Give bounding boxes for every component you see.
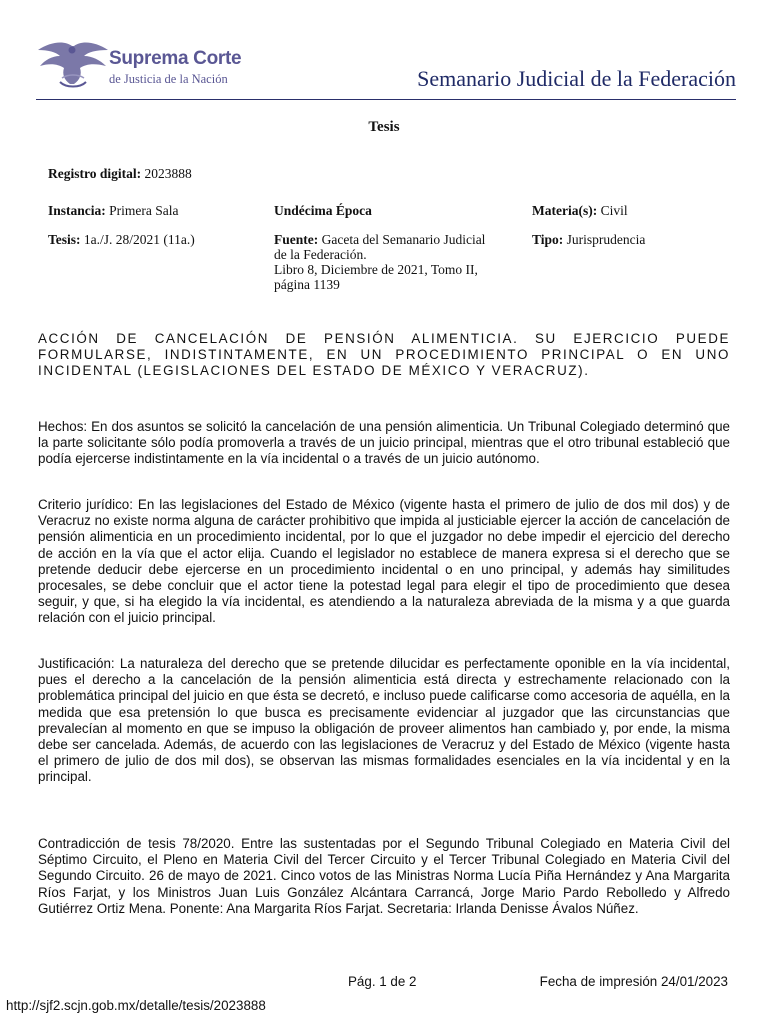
tipo-value: Jurisprudencia bbox=[566, 232, 646, 247]
source-url: http://sjf2.scjn.gob.mx/detalle/tesis/2023888 bbox=[6, 998, 266, 1013]
eagle-seal-icon bbox=[36, 38, 110, 90]
registro-digital bbox=[48, 166, 192, 181]
registro-value: 2023888 bbox=[144, 166, 192, 181]
tipo-label: Tipo: bbox=[532, 232, 564, 247]
brand-subtitle: de Justicia de la Nación bbox=[109, 72, 228, 86]
epoca-value: Undécima Época bbox=[274, 203, 372, 218]
epoca bbox=[274, 203, 372, 218]
fuente-line-3: Libro 8, Diciembre de 2021, Tomo II, bbox=[274, 262, 478, 277]
page-number: Pág. 1 de 2 bbox=[348, 974, 417, 989]
tesis-number bbox=[48, 232, 195, 247]
rubro-heading: ACCIÓN DE CANCELACIÓN DE PENSIÓN ALIMENTICIA. SU EJERCICIO PUEDE FORMULARSE, INDISTINTAMENTE, EN UN PROCEDIMIENTO PRINCIPAL O EN UNO INCIDENTAL (LEGISLACIONES DEL ESTADO DE MÉXICO Y VERACRUZ). bbox=[38, 331, 730, 379]
document-type-title: Tesis bbox=[368, 119, 400, 135]
brand-name: Suprema Corte bbox=[109, 48, 242, 69]
fuente-line-4: página 1139 bbox=[274, 277, 340, 292]
justificacion-paragraph: Justificación: La naturaleza del derecho que se pretende dilucidar es perfectamente oponible en la vía incidental, pues el derecho a la cancelación de la pensión alimenticia está directa y estrechamente relacionado con la problemática principal del juicio en que ésta se decretó, e incluso puede calificarse como accesoria de aquélla, en la medida que esa pretensión lo que busca es precisamente evidenciar al juzgador que las circunstancias que prevalecían al momento en que se impuso la obligación de proveer alimentos han cambiado y, por ende, la misma debe ser cancelada. Además, de acuerdo con las legislaciones de Veracruz y del Estado de México (vigente hasta el primero de julio de dos mil dos), se observan las mismas formalidades esenciales en la vía incidental y en la principal. bbox=[38, 656, 730, 785]
fuente-line-2: de la Federación. bbox=[274, 247, 367, 262]
instancia-label: Instancia: bbox=[48, 203, 106, 218]
header-divider bbox=[36, 99, 736, 100]
instancia-value: Primera Sala bbox=[109, 203, 179, 218]
materia-value: Civil bbox=[600, 203, 628, 218]
tesis-label: Tesis: bbox=[48, 232, 81, 247]
materia-label: Materia(s): bbox=[532, 203, 598, 218]
fuente bbox=[274, 232, 524, 292]
print-date: Fecha de impresión 24/01/2023 bbox=[539, 974, 728, 989]
site-title: Semanario Judicial de la Federación bbox=[417, 66, 736, 91]
fuente-label: Fuente: bbox=[274, 232, 319, 247]
criterio-paragraph: Criterio jurídico: En las legislaciones del Estado de México (vigente hasta el primero de julio de dos mil dos) y de Veracruz no existe norma alguna de carácter prohibitivo que impida al justiciable ejercer la acción de cancelación de pensión alimenticia en un procedimiento incidental, por lo que el juzgador no debe impedir el ejercicio del derecho de acción en la vía que el actor elija. Cuando el legislador no establece de manera expresa si el derecho que se pretende deducir debe ejercerse en un procedimiento incidental o en uno principal, y además hay similitudes procesales, se debe concluir que el actor tiene la potestad legal para elegir el tipo de procedimiento que desea seguir, y que, si ha elegido la vía incidental, es atendiendo a la naturaleza abreviada de la misma y a que guarda relación con el juicio principal. bbox=[38, 497, 730, 626]
materia bbox=[532, 203, 628, 218]
fuente-line-1: Gaceta del Semanario Judicial bbox=[321, 232, 486, 247]
tipo bbox=[532, 232, 645, 247]
registro-label: Registro digital: bbox=[48, 166, 142, 181]
contradiccion-paragraph: Contradicción de tesis 78/2020. Entre las sustentadas por el Segundo Tribunal Colegiado en Materia Civil del Séptimo Circuito, el Pleno en Materia Civil del Tercer Circuito y el Tercer Tribunal Colegiado en Materia Civil del Segundo Circuito. 26 de mayo de 2021. Cinco votos de las Ministras Norma Lucía Piña Hernández y Ana Margarita Ríos Farjat, y los Ministros Juan Luis González Alcántara Carrancá, Jorge Mario Pardo Rebolledo y Alfredo Gutiérrez Ortiz Mena. Ponente: Ana Margarita Ríos Farjat. Secretaria: Irlanda Denisse Ávalos Núñez. bbox=[38, 836, 730, 916]
page-header bbox=[36, 38, 736, 100]
instancia bbox=[48, 203, 179, 218]
hechos-paragraph: Hechos: En dos asuntos se solicitó la cancelación de una pensión alimenticia. Un Tribunal Colegiado determinó que la parte solicitante sólo podía promoverla a través de un juicio principal, mientras que el otro tribunal estableció que podía ejercerse indistintamente en la vía incidental o a través de un juicio autónomo. bbox=[38, 419, 730, 467]
tesis-value: 1a./J. 28/2021 (11a.) bbox=[83, 232, 195, 247]
